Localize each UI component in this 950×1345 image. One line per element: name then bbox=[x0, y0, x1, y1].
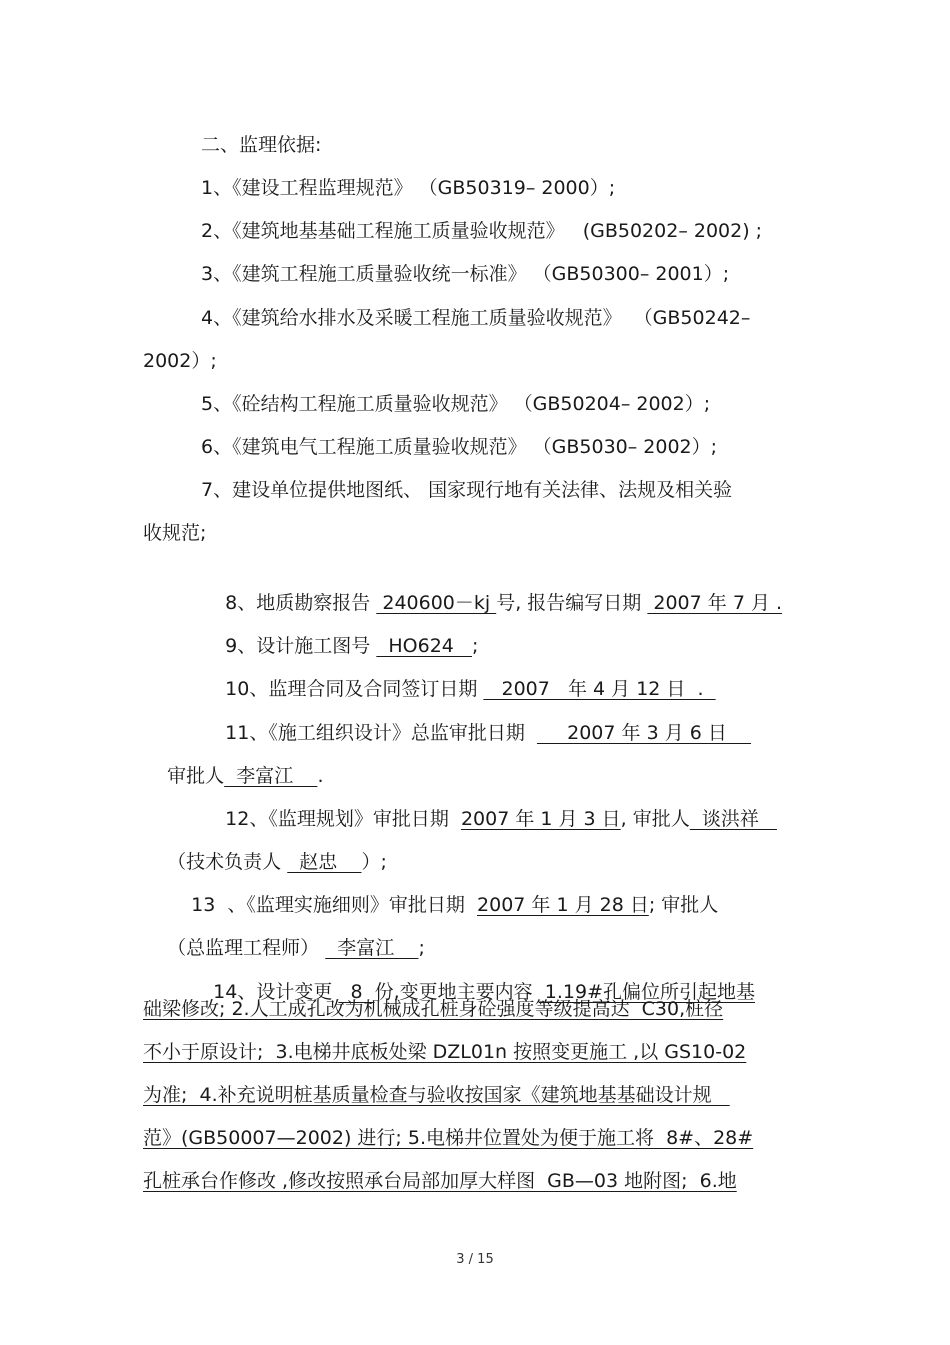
item-12-label: 12、《监理规划》审批日期 bbox=[225, 808, 461, 830]
rules-approval-date: 2007 年 1 月 28 日 bbox=[477, 894, 649, 916]
change-content-line-1: 础梁修改; 2.人工成孔改为机械成孔桩身砼强度等级提高达 C30,桩径 bbox=[143, 998, 724, 1020]
basis-item-4-cont: 2002）; bbox=[143, 350, 217, 372]
report-number: 240600－kj bbox=[376, 592, 497, 614]
basis-item-3: 3、《建筑工程施工质量验收统一标准》 （GB50300– 2001）; bbox=[201, 263, 730, 285]
chief-engineer-name: 李富江 bbox=[325, 937, 419, 959]
basis-item-5: 5、《砼结构工程施工质量验收规范》 （GB50204– 2002）; bbox=[201, 393, 711, 415]
item-14-mid: 份,变更地主要内容 bbox=[374, 981, 539, 1003]
section-heading: 二、监理依据: bbox=[201, 134, 322, 156]
page-number: 3 / 15 bbox=[456, 1252, 494, 1267]
item-12-mid: , 审批人 bbox=[620, 808, 690, 830]
item-11-label: 11、《施工组织设计》总监审批日期 bbox=[225, 722, 537, 744]
change-content-start: 1.19#孔偏位所引起地基 bbox=[538, 981, 755, 1003]
change-content-line-5: 孔桩承台作修改 ,修改按照承台局部加厚大样图 GB—03 地附图; 6.地 bbox=[143, 1170, 737, 1192]
basis-item-1: 1、《建设工程监理规范》 （GB50319– 2000）; bbox=[201, 177, 616, 199]
change-content-line-3: 为准; 4.补充说明桩基质量检查与验收按国家《建筑地基基础设计规 bbox=[143, 1084, 730, 1106]
item-12-end: ）; bbox=[361, 851, 387, 873]
basis-item-7: 7、建设单位提供地图纸、 国家现行地有关法律、法规及相关验 bbox=[201, 479, 733, 501]
plan-approval-date: 2007 年 1 月 3 日 bbox=[460, 808, 621, 830]
basis-item-2: 2、《建筑地基基础工程施工质量验收规范》 (GB50202– 2002) ; bbox=[201, 220, 763, 242]
tech-lead-name: 赵忠 bbox=[287, 851, 362, 873]
item-8-label: 8、地质勘察报告 bbox=[225, 592, 377, 614]
basis-item-7-cont: 收规范; bbox=[143, 522, 207, 544]
change-content-line-4: 范》(GB50007—2002) 进行; 5.电梯井位置处为便于施工将 8#、28# bbox=[143, 1127, 754, 1149]
item-13b-end: ; bbox=[418, 937, 425, 959]
chief-engineer-label: （总监理工程师） bbox=[167, 937, 326, 959]
drawing-number: HO624 bbox=[376, 635, 473, 657]
change-content-line-2: 不小于原设计; 3.电梯井底板处梁 DZL01n 按照变更施工 ,以 GS10-02 bbox=[143, 1041, 747, 1063]
basis-item-4: 4、《建筑给水排水及采暖工程施工质量验收规范》 （GB50242– bbox=[201, 307, 751, 329]
item-9-end: ; bbox=[472, 635, 479, 657]
construction-design-date: 2007 年 3 月 6 日 bbox=[536, 722, 752, 744]
approver-name: 李富江 bbox=[224, 765, 318, 787]
basis-item-6: 6、《建筑电气工程施工质量验收规范》 （GB5030– 2002）; bbox=[201, 436, 718, 458]
tech-lead-label: （技术负责人 bbox=[167, 851, 288, 873]
plan-approver: 谈洪祥 bbox=[689, 808, 777, 830]
item-14-label: 14、设计变更 bbox=[213, 981, 339, 1003]
approver-label: 审批人 bbox=[167, 765, 225, 787]
change-count: 8 bbox=[338, 981, 375, 1003]
contract-date: 2007 年 4 月 12 日 . bbox=[483, 678, 716, 700]
item-13-label: 13 、《监理实施细则》审批日期 bbox=[191, 894, 478, 916]
item-9-label: 9、设计施工图号 bbox=[225, 635, 377, 657]
report-date: 2007 年 7 月 . bbox=[647, 592, 783, 614]
item-11-end: . bbox=[317, 765, 324, 787]
item-8-mid: 号, 报告编写日期 bbox=[496, 592, 648, 614]
item-10-label: 10、监理合同及合同签订日期 bbox=[225, 678, 484, 700]
item-13-end: ; 审批人 bbox=[648, 894, 719, 916]
